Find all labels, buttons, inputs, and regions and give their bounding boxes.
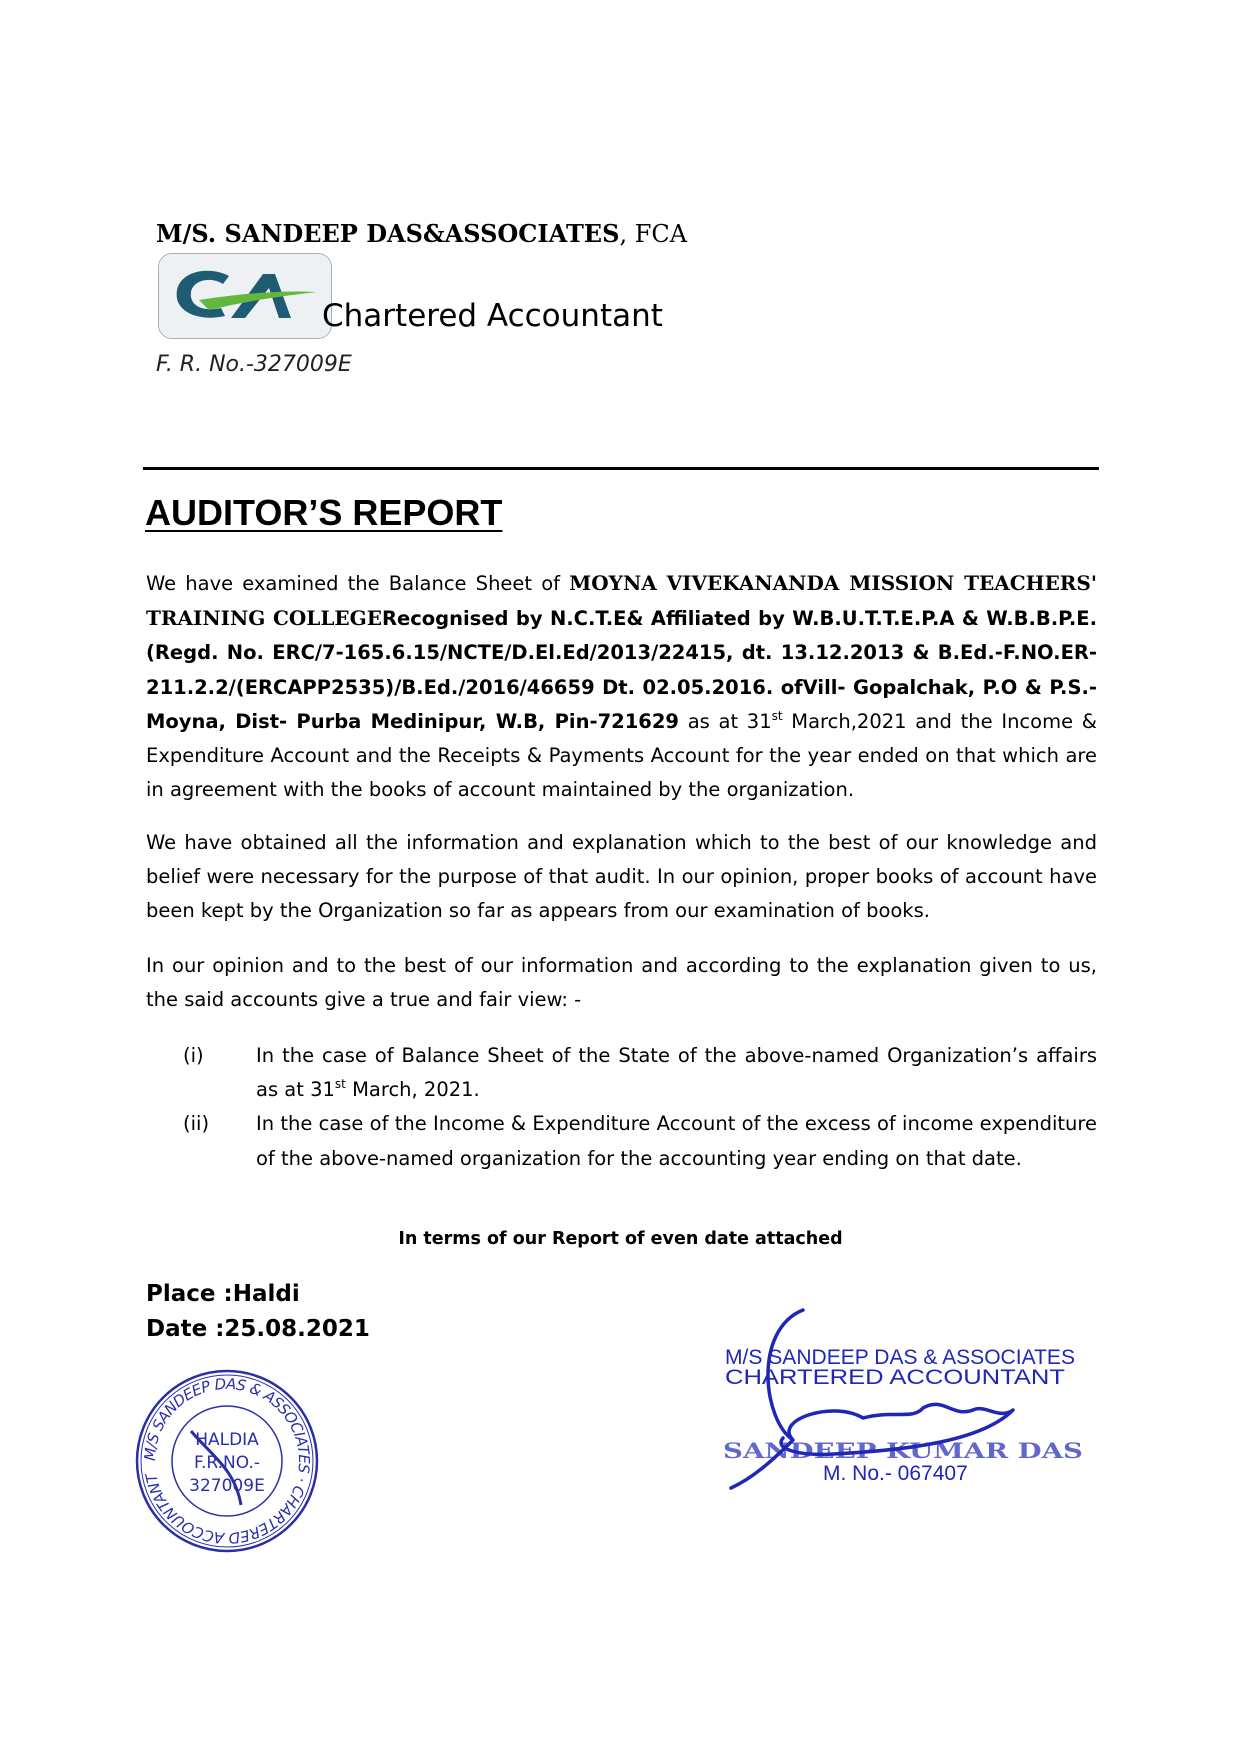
- seal-line-2: F.R.NO.-: [193, 1453, 261, 1473]
- p1-intro: We have examined the Balance Sheet of: [146, 572, 570, 595]
- signature-icon: [713, 1300, 1093, 1490]
- list-item-text: In the case of Balance Sheet of the State of the above-named Organization’s affairs as at 31: [256, 1044, 1097, 1102]
- opinion-list: [146, 1039, 1097, 1176]
- firm-name-bold: M/S. SANDEEP DAS&ASSOCIATES: [156, 219, 620, 248]
- signature-stamp: [713, 1300, 1093, 1490]
- list-item: [146, 1107, 1097, 1175]
- paragraph-opinion: In our opinion and to the best of our information and according to the explanation given to us, the said accounts give a true and fair view: -: [146, 954, 1097, 1012]
- stamp-line-3: SANDEEP KUMAR DAS: [723, 1438, 1083, 1463]
- terms-line: In terms of our Report of even date attached: [398, 1229, 843, 1249]
- p1-as-at: as at 31: [679, 709, 772, 733]
- list-marker: (ii): [183, 1112, 210, 1136]
- stamp-line-2: CHARTERED ACCOUNTANT: [725, 1366, 1066, 1389]
- p1-ordinal: st: [771, 708, 783, 723]
- place-label: Place :Haldi: [146, 1281, 300, 1307]
- list-marker: (i): [183, 1044, 204, 1067]
- seal-ring-text: M/S SANDEEP DAS & ASSOCIATES · CHARTERED ACCOUNTANT: [140, 1374, 314, 1548]
- report-title: AUDITOR’S REPORT: [145, 492, 503, 533]
- list-item: [146, 1039, 1097, 1107]
- ca-logo-icon: [159, 254, 331, 338]
- p1-rest: March,2021 and the Income & Expenditure Account and the Receipts & Payments Account for the year ended on that which are in agreement with the books of account maintained by the organization.: [146, 709, 1097, 802]
- header-divider: [143, 467, 1099, 470]
- stamp-line-4: M. No.- 067407: [823, 1462, 968, 1485]
- firm-seal-stamp: [131, 1365, 323, 1557]
- date-label: Date :25.08.2021: [146, 1316, 370, 1342]
- seal-line-1: HALDIA: [195, 1430, 259, 1450]
- list-item-text: In the case of the Income & Expenditure Account of the excess of income expenditure of the above-named organization for the accounting year ending on that date.: [256, 1112, 1097, 1170]
- firm-registration-number: F. R. No.-327009E: [156, 352, 352, 377]
- ca-logo: [158, 253, 332, 339]
- list-item-text-end: March, 2021.: [345, 1078, 480, 1102]
- registration-details: Recognised by N.C.T.E& Affiliated by W.B.U.T.T.E.P.A & W.B.B.P.E.(Regd. No. ERC/7-165.6.15/NCTE/D.El.Ed/2013/22415, dt. 13.12.2013 & B.Ed.-F.NO.ER-211.2.2/(ERCAPP2535)/B.Ed./2016/46659 Dt. 02.05.2016. ofVill- Gopalchak, P.O & P.S.- Moyna, Dist- Purba Medinipur, W.B, Pin-721629: [146, 607, 1097, 733]
- chartered-accountant-label: Chartered Accountant: [322, 298, 663, 334]
- firm-name-suffix: , FCA: [619, 220, 688, 248]
- stamp-line-1: M/S SANDEEP DAS & ASSOCIATES: [725, 1346, 1075, 1369]
- paragraph-information: We have obtained all the information and explanation which to the best of our knowledge and belief were necessary for the purpose of that audit. In our opinion, proper books of account have been kept by the Organization so far as appears from our examination of books.: [146, 831, 1097, 923]
- institution-name: MOYNA VIVEKANANDA MISSION TEACHERS' TRAINING COLLEGE: [146, 571, 1097, 631]
- paragraph-balance-sheet: [146, 566, 1097, 807]
- seal-line-3: 327009E: [189, 1476, 265, 1496]
- list-item-ordinal: st: [334, 1077, 346, 1092]
- seal-icon: [131, 1365, 323, 1557]
- firm-name: [156, 219, 687, 248]
